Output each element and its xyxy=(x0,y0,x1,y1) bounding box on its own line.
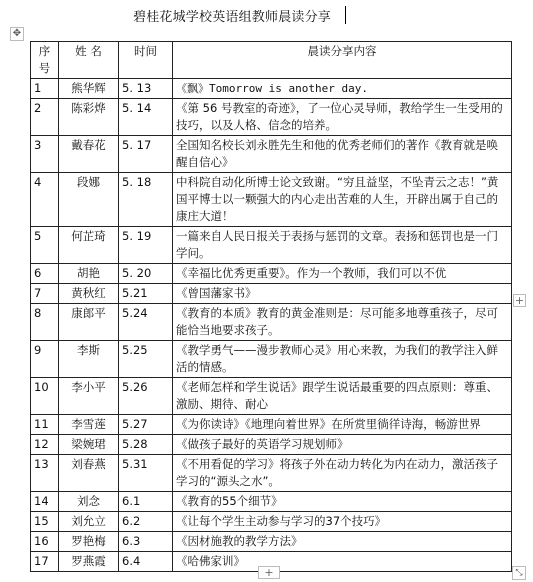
cell-date[interactable]: 5.25 xyxy=(119,341,173,378)
table-row xyxy=(31,284,512,304)
cell-name[interactable]: 黄秋红 xyxy=(59,284,119,304)
cell-name[interactable]: 李斯 xyxy=(59,341,119,378)
cell-date[interactable]: 5. 19 xyxy=(119,227,173,264)
cell-seq[interactable]: 5 xyxy=(31,227,59,264)
cell-name[interactable]: 刘春燕 xyxy=(59,455,119,492)
cell-seq[interactable]: 6 xyxy=(31,264,59,284)
cell-date[interactable]: 6.2 xyxy=(119,512,173,532)
cell-content[interactable]: 《因材施教的教学方法》 xyxy=(173,532,512,552)
cell-content[interactable]: 一篇来自人民日报关于表扬与惩罚的文章。表扬和惩罚也是一门学问。 xyxy=(173,227,512,264)
cell-name[interactable]: 刘允立 xyxy=(59,512,119,532)
cell-content[interactable]: 《做孩子最好的英语学习规划师》 xyxy=(173,435,512,455)
table-row xyxy=(31,512,512,532)
cell-name[interactable]: 罗燕霞 xyxy=(59,552,119,572)
cell-seq[interactable]: 8 xyxy=(31,304,59,341)
cell-date[interactable]: 5. 20 xyxy=(119,264,173,284)
text-cursor xyxy=(345,6,346,24)
cell-content[interactable]: 《第 56 号教室的奇迹》，了一位心灵导师，教给学生一生受用的技巧，以及人格、信念的培养。 xyxy=(173,99,512,136)
cell-name[interactable]: 李雪莲 xyxy=(59,415,119,435)
cell-name[interactable]: 康郎平 xyxy=(59,304,119,341)
cell-seq[interactable]: 12 xyxy=(31,435,59,455)
cell-date[interactable]: 6.1 xyxy=(119,492,173,512)
table-resize-handle-icon[interactable]: ⤡ xyxy=(512,566,526,580)
cell-content[interactable]: 《不用看促的学习》将孩子外在动力转化为内在动力，激活孩子学习的“源头之水”。 xyxy=(173,455,512,492)
table-row xyxy=(31,415,512,435)
cell-seq[interactable]: 3 xyxy=(31,136,59,173)
table-header-row xyxy=(31,42,512,79)
cell-seq[interactable]: 9 xyxy=(31,341,59,378)
cell-name[interactable]: 熊华辉 xyxy=(59,79,119,99)
table-row xyxy=(31,341,512,378)
table-row xyxy=(31,264,512,284)
cell-content[interactable]: 《老师怎样和学生说话》跟学生说话最重要的四点原则：尊重、激励、期待、耐心 xyxy=(173,378,512,415)
cell-name[interactable]: 刘念 xyxy=(59,492,119,512)
cell-date[interactable]: 5.21 xyxy=(119,284,173,304)
cell-date[interactable]: 6.3 xyxy=(119,532,173,552)
morning-reading-table xyxy=(30,41,512,572)
table-row xyxy=(31,492,512,512)
cell-content[interactable]: 《教育的55个细节》 xyxy=(173,492,512,512)
cell-date[interactable]: 5.26 xyxy=(119,378,173,415)
cell-seq[interactable]: 15 xyxy=(31,512,59,532)
cell-content[interactable]: 《幸福比优秀更重要》。作为一个教师，我们可以不优 xyxy=(173,264,512,284)
cell-content[interactable]: 《曾国藩家书》 xyxy=(173,284,512,304)
cell-name[interactable]: 戴春花 xyxy=(59,136,119,173)
table-row xyxy=(31,79,512,99)
table-move-handle-icon[interactable]: ✥ xyxy=(10,27,24,41)
add-column-button[interactable]: + xyxy=(514,294,525,307)
add-row-button[interactable]: + xyxy=(258,566,280,579)
cell-content[interactable]: 中科院自动化所博士论文致谢。“穷且益坚，不坠青云之志！”黄国平博士以一颗强大的内心走出苦难的人生，开辟出属于自己的康庄大道！ xyxy=(173,173,512,227)
table-row xyxy=(31,173,512,227)
cell-content[interactable]: 《飘》Tomorrow is another day. xyxy=(173,79,512,99)
header-name: 姓 名 xyxy=(59,42,119,79)
cell-seq[interactable]: 2 xyxy=(31,99,59,136)
cell-date[interactable]: 6.4 xyxy=(119,552,173,572)
cell-content[interactable]: 《教育的本质》教育的黄金准则是：尽可能多地尊重孩子，尽可能恰当地要求孩子。 xyxy=(173,304,512,341)
cell-name[interactable]: 胡艳 xyxy=(59,264,119,284)
cell-name[interactable]: 段娜 xyxy=(59,173,119,227)
cell-seq[interactable]: 10 xyxy=(31,378,59,415)
cell-name[interactable]: 李小平 xyxy=(59,378,119,415)
cell-seq[interactable]: 4 xyxy=(31,173,59,227)
header-time: 时间 xyxy=(119,42,173,79)
cell-date[interactable]: 5.24 xyxy=(119,304,173,341)
cell-name[interactable]: 陈彩烨 xyxy=(59,99,119,136)
cell-date[interactable]: 5.27 xyxy=(119,415,173,435)
cell-date[interactable]: 5. 17 xyxy=(119,136,173,173)
cell-content[interactable]: 《为你读诗》《地理向着世界》在所赏里徜徉诗海，畅游世界 xyxy=(173,415,512,435)
cell-date[interactable]: 5. 14 xyxy=(119,99,173,136)
table-row xyxy=(31,378,512,415)
document-title: 碧桂花城学校英语组教师晨读分享 xyxy=(133,10,332,25)
cell-name[interactable]: 何芷琦 xyxy=(59,227,119,264)
cell-date[interactable]: 5.31 xyxy=(119,455,173,492)
cell-name[interactable]: 罗艳梅 xyxy=(59,532,119,552)
cell-seq[interactable]: 16 xyxy=(31,532,59,552)
cell-content[interactable]: 《教学勇气——漫步教师心灵》用心来教，为我们的教学注入鲜活的情感。 xyxy=(173,341,512,378)
cell-name[interactable]: 梁婉珺 xyxy=(59,435,119,455)
cell-content[interactable]: 《哈佛家训》 xyxy=(173,552,512,572)
cell-seq[interactable]: 17 xyxy=(31,552,59,572)
cell-seq[interactable]: 1 xyxy=(31,79,59,99)
cell-date[interactable]: 5. 18 xyxy=(119,173,173,227)
cell-seq[interactable]: 7 xyxy=(31,284,59,304)
cell-date[interactable]: 5.28 xyxy=(119,435,173,455)
table-row xyxy=(31,532,512,552)
cell-date[interactable]: 5. 13 xyxy=(119,79,173,99)
table-row xyxy=(31,304,512,341)
table-row xyxy=(31,455,512,492)
table-row xyxy=(31,435,512,455)
header-seq: 序号 xyxy=(31,42,59,79)
cell-seq[interactable]: 14 xyxy=(31,492,59,512)
table-row xyxy=(31,99,512,136)
table-row xyxy=(31,136,512,173)
header-content: 晨读分享内容 xyxy=(173,42,512,79)
cell-content[interactable]: 全国知名校长刘永胜先生和他的优秀老师们的著作《教育就是唤醒自信心》 xyxy=(173,136,512,173)
cell-seq[interactable]: 11 xyxy=(31,415,59,435)
table-row xyxy=(31,227,512,264)
cell-seq[interactable]: 13 xyxy=(31,455,59,492)
cell-content[interactable]: 《让每个学生主动参与学习的37个技巧》 xyxy=(173,512,512,532)
